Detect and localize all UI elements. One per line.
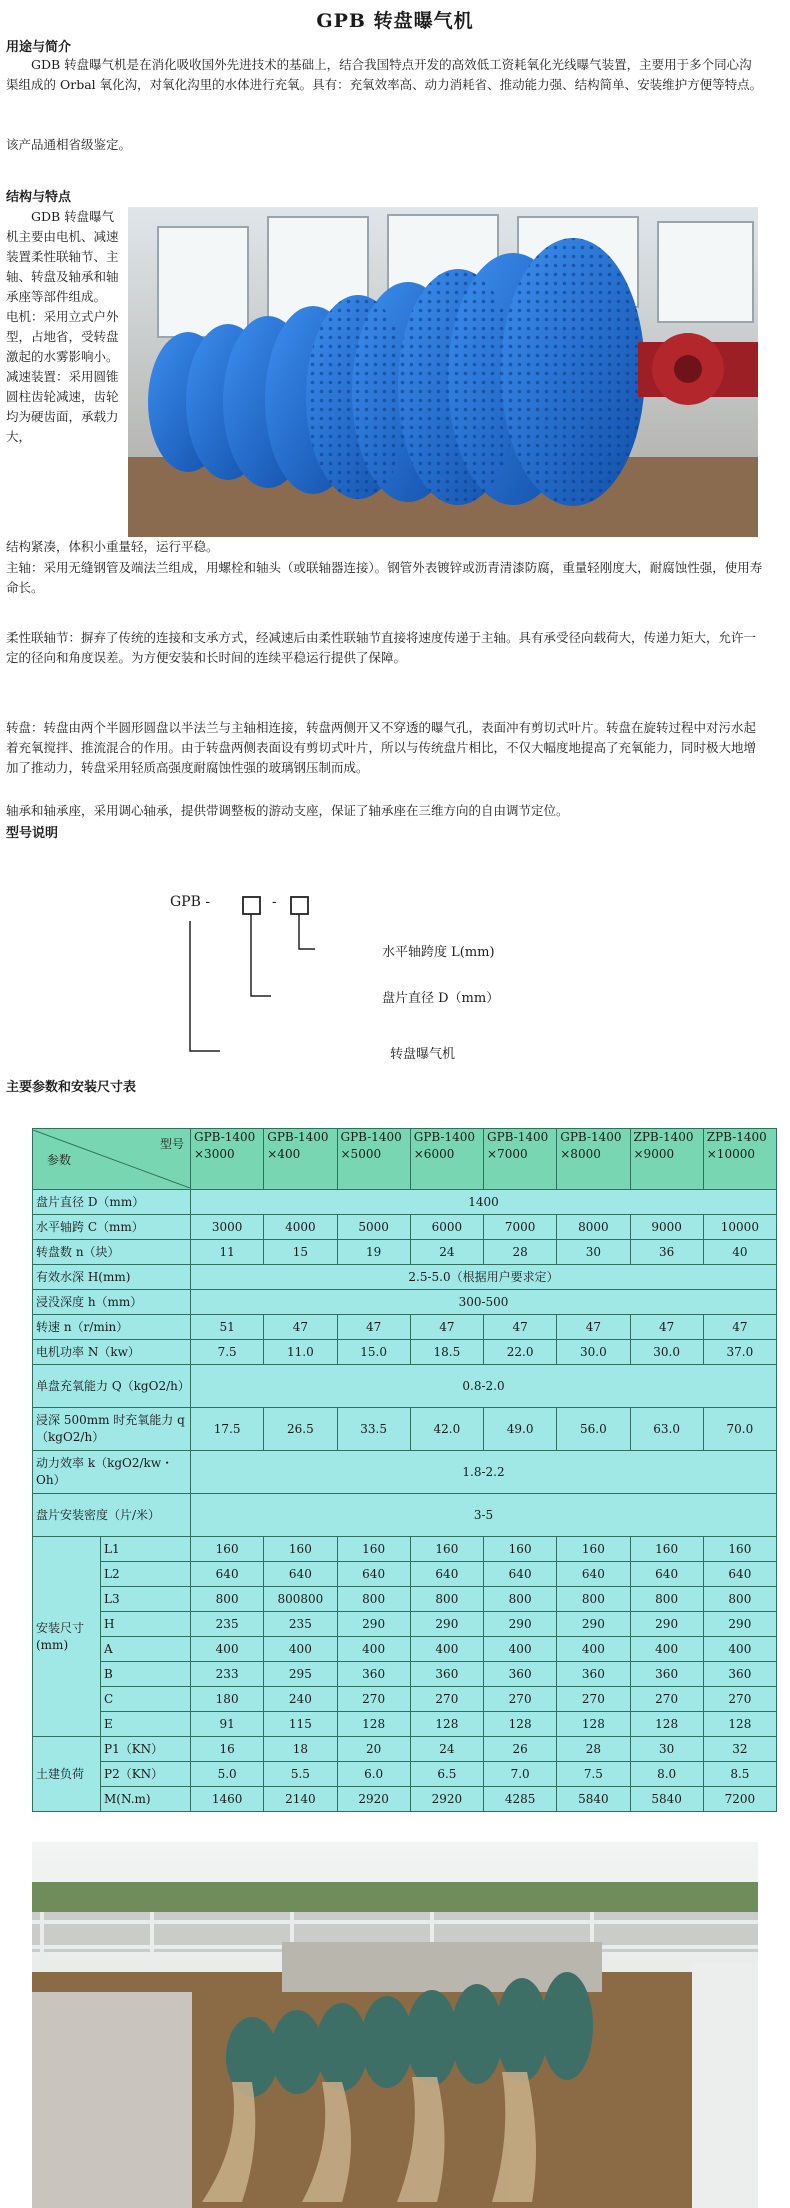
table-cell: 400 xyxy=(191,1637,264,1662)
table-cell: 240 xyxy=(264,1687,337,1712)
section-heading-model: 型号说明 xyxy=(6,826,59,841)
table-cell: 28 xyxy=(557,1737,630,1762)
table-row xyxy=(33,1451,777,1494)
bearing-text: 轴承和轴承座，采用调心轴承，提供带调整板的游动支座，保证了轴承座在三维方向的自由调节定位。 xyxy=(6,803,569,818)
model-header: GPB-1400×3000 xyxy=(191,1129,264,1190)
table-cell: 33.5 xyxy=(337,1408,410,1451)
table-cell: 7200 xyxy=(703,1787,776,1812)
table-cell: 9000 xyxy=(630,1215,703,1240)
label-product-name: 转盘曝气机 xyxy=(390,1047,456,1062)
structure-wrap-text xyxy=(6,207,126,447)
table-row xyxy=(33,1190,777,1215)
row-label: L1 xyxy=(101,1537,191,1562)
table-cell: 4000 xyxy=(264,1215,337,1240)
table-cell: 400 xyxy=(630,1637,703,1662)
row-label: 转盘数 n（块） xyxy=(33,1240,191,1265)
table-cell: 8000 xyxy=(557,1215,630,1240)
table-cell: 800 xyxy=(410,1587,483,1612)
table-cell: 360 xyxy=(557,1662,630,1687)
table-cell: 0.8-2.0 xyxy=(191,1365,777,1408)
table-cell: 47 xyxy=(557,1315,630,1340)
table-cell: 640 xyxy=(410,1562,483,1587)
table-cell: 2.5-5.0（根据用户要求定） xyxy=(191,1265,777,1290)
group-label-load: 土建负荷 xyxy=(33,1737,101,1812)
table-cell: 37.0 xyxy=(703,1340,776,1365)
table-cell: 24 xyxy=(410,1240,483,1265)
table-cell: 270 xyxy=(484,1687,557,1712)
header-param-label: 参数 xyxy=(47,1153,72,1167)
motor-text: 电机：采用立式户外型，占地省，受转盘激起的水雾影响小。 xyxy=(6,309,119,364)
table-cell: 47 xyxy=(484,1315,557,1340)
table-cell: 22.0 xyxy=(484,1340,557,1365)
table-cell: 160 xyxy=(484,1537,557,1562)
model-header: GPB-1400×400 xyxy=(264,1129,337,1190)
table-cell: 128 xyxy=(410,1712,483,1737)
table-cell: 640 xyxy=(703,1562,776,1587)
table-cell: 1400 xyxy=(191,1190,777,1215)
table-cell: 3000 xyxy=(191,1215,264,1240)
table-cell: 30 xyxy=(557,1240,630,1265)
table-cell: 295 xyxy=(264,1662,337,1687)
table-cell: 5000 xyxy=(337,1215,410,1240)
row-label: P2（KN） xyxy=(101,1762,191,1787)
section-heading-structure: 结构与特点 xyxy=(6,190,72,205)
table-cell: 800 xyxy=(337,1587,410,1612)
structure-compact-text: 结构紧凑，体积小重量轻，运行平稳。 xyxy=(6,539,219,554)
table-cell: 640 xyxy=(337,1562,410,1587)
table-row xyxy=(33,1290,777,1315)
table-cell: 4285 xyxy=(484,1787,557,1812)
row-label: 转速 n（r/min） xyxy=(33,1315,191,1340)
table-cell: 7.0 xyxy=(484,1762,557,1787)
table-cell: 640 xyxy=(484,1562,557,1587)
row-label: 水平轴跨 C（mm） xyxy=(33,1215,191,1240)
table-cell: 290 xyxy=(557,1612,630,1637)
main-shaft-text: 主轴：采用无缝钢管及端法兰组成，用螺栓和轴头（或联轴器连接）。钢管外表镀锌或沥青清漆防腐，重量轻刚度大，耐腐蚀性强，使用寿命长。 xyxy=(6,560,763,595)
table-cell: 160 xyxy=(410,1537,483,1562)
reducer-text: 减速装置：采用圆锥圆柱齿轮减速，齿轮均为硬齿面，承载力大， xyxy=(6,369,119,444)
table-cell: 47 xyxy=(337,1315,410,1340)
table-cell: 47 xyxy=(703,1315,776,1340)
table-row xyxy=(33,1637,777,1662)
model-header: GPB-1400×6000 xyxy=(410,1129,483,1190)
table-cell: 290 xyxy=(630,1612,703,1637)
table-cell: 10000 xyxy=(703,1215,776,1240)
model-header: GPB-1400×8000 xyxy=(557,1129,630,1190)
row-label: C xyxy=(101,1687,191,1712)
spec-table xyxy=(32,1128,777,1812)
table-cell: 160 xyxy=(630,1537,703,1562)
table-cell: 128 xyxy=(630,1712,703,1737)
section-heading-intro: 用途与简介 xyxy=(6,40,72,55)
table-cell: 7000 xyxy=(484,1215,557,1240)
table-row xyxy=(33,1712,777,1737)
table-cell: 290 xyxy=(410,1612,483,1637)
table-cell: 20 xyxy=(337,1737,410,1762)
table-row xyxy=(33,1737,777,1762)
row-label: L3 xyxy=(101,1587,191,1612)
table-cell: 7.5 xyxy=(557,1762,630,1787)
table-cell: 2920 xyxy=(337,1787,410,1812)
table-cell: 270 xyxy=(410,1687,483,1712)
table-cell: 233 xyxy=(191,1662,264,1687)
table-cell: 360 xyxy=(337,1662,410,1687)
table-cell: 115 xyxy=(264,1712,337,1737)
table-row xyxy=(33,1687,777,1712)
row-label: 盘片安装密度（片/米） xyxy=(33,1494,191,1537)
table-cell: 128 xyxy=(484,1712,557,1737)
table-cell: 42.0 xyxy=(410,1408,483,1451)
model-header: GPB-1400×5000 xyxy=(337,1129,410,1190)
diagonal-header-cell xyxy=(33,1129,191,1190)
table-row xyxy=(33,1240,777,1265)
table-cell: 3-5 xyxy=(191,1494,777,1537)
table-cell: 11 xyxy=(191,1240,264,1265)
table-cell: 235 xyxy=(264,1612,337,1637)
table-cell: 128 xyxy=(337,1712,410,1737)
table-cell: 5.0 xyxy=(191,1762,264,1787)
table-cell: 47 xyxy=(410,1315,483,1340)
table-row xyxy=(33,1365,777,1408)
table-cell: 1.8-2.2 xyxy=(191,1451,777,1494)
table-cell: 160 xyxy=(264,1537,337,1562)
table-row xyxy=(33,1215,777,1240)
row-label: B xyxy=(101,1662,191,1687)
table-cell: 290 xyxy=(484,1612,557,1637)
section-heading-params: 主要参数和安装尺寸表 xyxy=(6,1080,137,1095)
row-label: 有效水深 H(mm) xyxy=(33,1265,191,1290)
table-row xyxy=(33,1662,777,1687)
table-cell: 400 xyxy=(703,1637,776,1662)
table-cell: 30 xyxy=(630,1737,703,1762)
table-cell: 30.0 xyxy=(630,1340,703,1365)
table-cell: 800800 xyxy=(264,1587,337,1612)
table-cell: 400 xyxy=(484,1637,557,1662)
table-row xyxy=(33,1494,777,1537)
table-cell: 6.5 xyxy=(410,1762,483,1787)
table-cell: 24 xyxy=(410,1737,483,1762)
table-cell: 128 xyxy=(557,1712,630,1737)
table-cell: 5.5 xyxy=(264,1762,337,1787)
table-cell: 640 xyxy=(264,1562,337,1587)
row-label: 单盘充氧能力 Q（kgO2/h） xyxy=(33,1365,191,1408)
row-label: 电机功率 N（kw） xyxy=(33,1340,191,1365)
table-cell: 360 xyxy=(630,1662,703,1687)
table-cell: 15 xyxy=(264,1240,337,1265)
table-cell: 270 xyxy=(703,1687,776,1712)
row-label: A xyxy=(101,1637,191,1662)
table-cell: 800 xyxy=(703,1587,776,1612)
row-label: L2 xyxy=(101,1562,191,1587)
label-disc-diameter: 盘片直径 D（mm） xyxy=(382,991,500,1006)
row-label: M(N.m) xyxy=(101,1787,191,1812)
table-cell: 18 xyxy=(264,1737,337,1762)
row-label: 动力效率 k（kgO2/kw・Oh） xyxy=(33,1451,191,1494)
table-row xyxy=(33,1315,777,1340)
table-cell: 270 xyxy=(630,1687,703,1712)
table-header-row xyxy=(33,1129,777,1190)
table-cell: 400 xyxy=(337,1637,410,1662)
table-cell: 400 xyxy=(410,1637,483,1662)
table-row xyxy=(33,1762,777,1787)
table-cell: 270 xyxy=(557,1687,630,1712)
table-cell: 26 xyxy=(484,1737,557,1762)
table-cell: 19 xyxy=(337,1240,410,1265)
table-cell: 2920 xyxy=(410,1787,483,1812)
table-cell: 8.5 xyxy=(703,1762,776,1787)
row-label: 盘片直径 D（mm） xyxy=(33,1190,191,1215)
table-row xyxy=(33,1537,777,1562)
flexible-coupling-text: 柔性联轴节：摒弃了传统的连接和支承方式，经减速后由柔性联轴节直接将速度传递于主轴。具有承受径向载荷大，传递力矩大，允许一定的径向和角度误差。为方便安装和长时间的连续平稳运行提供了保障。 xyxy=(6,630,757,665)
table-cell: 160 xyxy=(557,1537,630,1562)
table-cell: 400 xyxy=(264,1637,337,1662)
table-cell: 290 xyxy=(337,1612,410,1637)
model-header: ZPB-1400×9000 xyxy=(630,1129,703,1190)
row-label: P1（KN） xyxy=(101,1737,191,1762)
table-cell: 40 xyxy=(703,1240,776,1265)
table-cell: 270 xyxy=(337,1687,410,1712)
table-cell: 15.0 xyxy=(337,1340,410,1365)
table-cell: 63.0 xyxy=(630,1408,703,1451)
table-cell: 16 xyxy=(191,1737,264,1762)
table-cell: 160 xyxy=(703,1537,776,1562)
group-label-install: 安装尺寸(mm) xyxy=(33,1537,101,1737)
table-cell: 160 xyxy=(191,1537,264,1562)
table-cell: 17.5 xyxy=(191,1408,264,1451)
table-cell: 640 xyxy=(630,1562,703,1587)
table-cell: 2140 xyxy=(264,1787,337,1812)
table-cell: 360 xyxy=(410,1662,483,1687)
table-cell: 640 xyxy=(191,1562,264,1587)
table-row xyxy=(33,1562,777,1587)
table-cell: 11.0 xyxy=(264,1340,337,1365)
intro-appraisal: 该产品通相省级鉴定。 xyxy=(6,137,132,152)
intro-paragraph: GDB 转盘曝气机是在消化吸收国外先进技术的基础上，结合我国特点开发的高效低工资耗氧化光线曝气装置，主要用于多个同心沟渠组成的 Orbal 氧化沟，对氧化沟里的水体进行充氧。具有：充氧效率高、动力消耗省、推动能力强、结构简单、安装维护方便等特点。 xyxy=(6,57,763,92)
table-cell: 5840 xyxy=(630,1787,703,1812)
model-header: ZPB-1400×10000 xyxy=(703,1129,776,1190)
table-cell: 128 xyxy=(703,1712,776,1737)
table-row xyxy=(33,1265,777,1290)
table-cell: 32 xyxy=(703,1737,776,1762)
table-cell: 56.0 xyxy=(557,1408,630,1451)
table-cell: 36 xyxy=(630,1240,703,1265)
model-header: GPB-1400×7000 xyxy=(484,1129,557,1190)
structure-intro: GDB 转盘曝气机主要由电机、减速装置柔性联轴节、主轴、转盘及轴承和轴承座等部件组成。 xyxy=(6,209,119,304)
table-cell: 300-500 xyxy=(191,1290,777,1315)
table-row xyxy=(33,1787,777,1812)
page-title: GPB 转盘曝气机 xyxy=(316,10,474,32)
row-label: E xyxy=(101,1712,191,1737)
row-label: 浸深 500mm 时充氧能力 q（kgO2/h） xyxy=(33,1408,191,1451)
table-cell: 360 xyxy=(484,1662,557,1687)
table-cell: 800 xyxy=(191,1587,264,1612)
aerator-rotor-photo xyxy=(128,207,758,537)
model-code-prefix: GPB - xyxy=(170,894,211,910)
table-cell: 28 xyxy=(484,1240,557,1265)
table-cell: 18.5 xyxy=(410,1340,483,1365)
model-code-diagram xyxy=(160,886,520,1071)
oxidation-ditch-photo xyxy=(32,1842,758,2208)
header-model-label: 型号 xyxy=(159,1137,184,1151)
row-label: H xyxy=(101,1612,191,1637)
table-cell: 235 xyxy=(191,1612,264,1637)
table-cell: 47 xyxy=(630,1315,703,1340)
table-cell: 6000 xyxy=(410,1215,483,1240)
model-code-dash: - xyxy=(272,894,277,910)
table-cell: 290 xyxy=(703,1612,776,1637)
rotating-disc-text: 转盘：转盘由两个半圆形圆盘以半法兰与主轴相连接，转盘两侧开又不穿透的曝气孔，表面冲有剪切式叶片。转盘在旋转过程中对污水起着充氧搅拌、推流混合的作用。由于转盘两侧表面设有剪切式叶片，所以与传统盘片相比，不仅大幅度地提高了充氧能力，同时极大地增加了推动力，转盘采用轻质高强度耐腐蚀性强的玻璃钢压制而成。 xyxy=(6,720,757,775)
table-row xyxy=(33,1408,777,1451)
table-cell: 400 xyxy=(557,1637,630,1662)
table-cell: 30.0 xyxy=(557,1340,630,1365)
table-cell: 8.0 xyxy=(630,1762,703,1787)
table-cell: 180 xyxy=(191,1687,264,1712)
table-row xyxy=(33,1340,777,1365)
table-cell: 7.5 xyxy=(191,1340,264,1365)
label-axis-span: 水平轴跨度 L(mm) xyxy=(382,945,495,960)
table-cell: 49.0 xyxy=(484,1408,557,1451)
table-cell: 26.5 xyxy=(264,1408,337,1451)
row-label: 浸没深度 h（mm） xyxy=(33,1290,191,1315)
table-cell: 800 xyxy=(484,1587,557,1612)
table-cell: 640 xyxy=(557,1562,630,1587)
table-cell: 47 xyxy=(264,1315,337,1340)
table-cell: 91 xyxy=(191,1712,264,1737)
table-cell: 6.0 xyxy=(337,1762,410,1787)
table-cell: 360 xyxy=(703,1662,776,1687)
table-row xyxy=(33,1612,777,1637)
table-cell: 800 xyxy=(630,1587,703,1612)
table-cell: 160 xyxy=(337,1537,410,1562)
table-cell: 800 xyxy=(557,1587,630,1612)
table-cell: 51 xyxy=(191,1315,264,1340)
table-cell: 5840 xyxy=(557,1787,630,1812)
table-cell: 1460 xyxy=(191,1787,264,1812)
table-cell: 70.0 xyxy=(703,1408,776,1451)
table-row xyxy=(33,1587,777,1612)
